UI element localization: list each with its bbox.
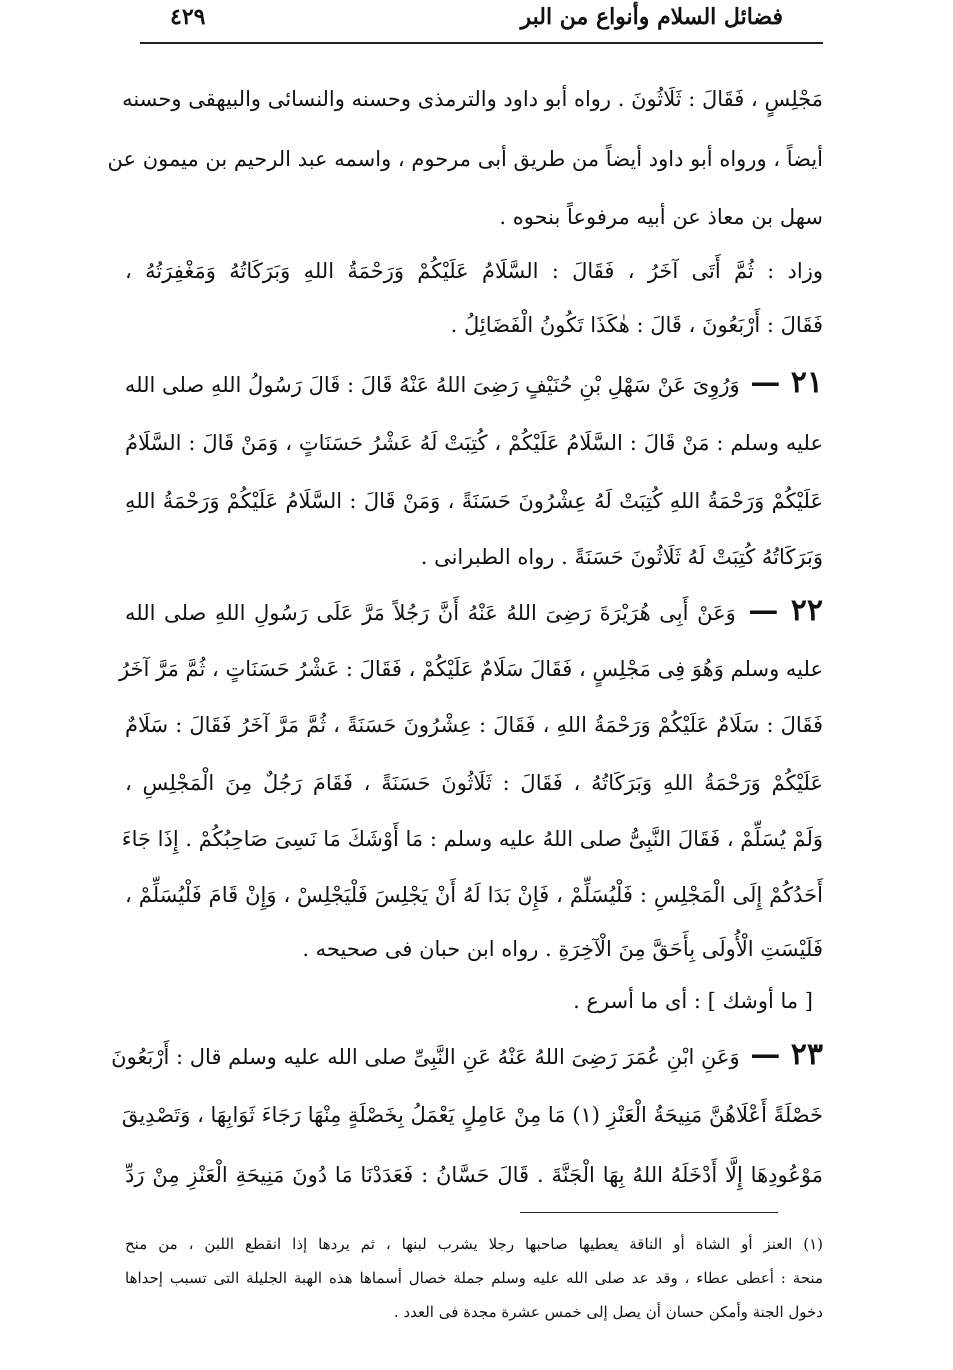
text-line: عليه وسلم : مَنْ قَالَ : السَّلَامُ عَلَيْكُمْ ، كُتِبَتْ لَهُ عَشْرُ حَسَنَاتٍ ، وَمَنْ قَالَ : السَّلَامُ: [125, 431, 823, 455]
hadith-number-21: ٢١ —: [750, 365, 823, 400]
text-line: سهل بن معاذ عن أبيه مرفوعاً بنحوه .: [499, 205, 823, 229]
footnote-line: (١) العنز أو الشاة أو الناقة يعطيها صاحبها رجلا يشرب لبنها ، ثم يردها إذا انقطع اللبن ، من منح: [125, 1235, 823, 1253]
header-rule: [140, 42, 823, 44]
text-line: عليه وسلم وَهُوَ فِى مَجْلِسٍ ، فَقَالَ سَلَامٌ عَلَيْكُمْ ، فَقَالَ : عَشْرُ حَسَنَاتٍ ، ثُمَّ مَرَّ آخَرُ: [118, 657, 823, 681]
text-span: وَرُوِىَ عَنْ سَهْلِ بْنِ حُنَيْفٍ رَضِىَ اللهُ عَنْهُ قَالَ : قَالَ رَسُولُ اللهِ صلى الله: [124, 373, 740, 397]
hadith-number-22: ٢٢ —: [748, 593, 823, 628]
text-line: فَقَالَ : سَلَامٌ عَلَيْكُمْ وَرَحْمَةُ اللهِ ، فَقَالَ : عِشْرُونَ حَسَنَةً ، ثُمَّ مَرَّ آخَرُ فَقَالَ : سَلَامٌ: [125, 713, 823, 737]
text-line: أيضاً ، ورواه أبو داود أيضاً من طريق أبى مرحوم ، واسمه عبد الرحيم بن ميمون عن: [107, 147, 823, 171]
running-title: فضائل السلام وأنواع من البر: [520, 4, 783, 30]
text-line: خَصْلَةً أَعْلَاهُنَّ مَنِيحَةُ الْعَنْزِ (١) مَا مِنْ عَامِلٍ يَعْمَلُ بِخَصْلَةٍ مِنْهَا رَجَاءَ ثَوَابِهَا ، وَتَصْدِيقَ: [121, 1103, 823, 1127]
footnote-line: دخول الجنة وأمكن حسان أن يصل إلى خمس عشرة مجدة فى العدد .: [393, 1303, 823, 1321]
page-number: ٤٢٩: [170, 4, 206, 30]
hadith-23-line: [111, 1030, 823, 1080]
text-line: وزاد : ثُمَّ أَتَى آخَرُ ، فَقَالَ : السَّلَامُ عَلَيْكُمْ وَرَحْمَةُ اللهِ وَبَرَكَاتُهُ وَمَغْفِرَتُهُ ،: [125, 259, 823, 283]
text-line: فَقَالَ : أَرْبَعُونَ ، قَالَ : هٰكَذَا تَكُونُ الْفَضَائِلُ .: [450, 313, 823, 337]
text-span: وَعَنْ أَبِى هُرَيْرَةَ رَضِىَ اللهُ عَنْهُ أَنَّ رَجُلاً مَرَّ عَلَى رَسُولِ اللهِ صلى الله: [125, 601, 736, 625]
hadith-21-line: [125, 358, 823, 408]
text-line: مَوْعُودِهَا إِلَّا أَدْخَلَهُ اللهُ بِهَا الْجَنَّةَ . قَالَ حَسَّانُ : فَعَدَدْنَا مَا دُونَ مَنِيحَةِ الْعَنْزِ مِنْ رَدِّ: [125, 1163, 823, 1187]
gloss-line: [ ما أوشك ] : أى ما أسرع .: [573, 989, 813, 1013]
text-line: أَحَدُكُمْ إِلَى الْمَجْلِسِ : فَلْيُسَلِّمْ ، فَإِنْ بَدَا لَهُ أَنْ يَجْلِسَ فَلْيَجْلِسْ ، وَإِنْ قَامَ فَلْيُسَلِّمْ ،: [125, 883, 823, 907]
footnote-rule: [520, 1212, 778, 1213]
text-line: وَلَمْ يُسَلِّمْ ، فَقَالَ النَّبِىُّ صلى اللهُ عليه وسلم : مَا أَوْشَكَ مَا نَسِىَ صَاحِبُكُمْ . إِذَا جَاءَ: [121, 827, 823, 851]
text-line: عَلَيْكُمْ وَرَحْمَةُ اللهِ كُتِبَتْ لَهُ عِشْرُونَ حَسَنَةً ، وَمَنْ قَالَ : السَّلَامُ عَلَيْكُمْ وَرَحْمَةُ اللهِ: [125, 489, 823, 513]
text-span: وَعَنِ ابْنِ عُمَرَ رَضِىَ اللهُ عَنْهُ عَنِ النَّبِىِّ صلى الله عليه وسلم قال : أَرْبَعُونَ: [111, 1045, 740, 1069]
text-line: عَلَيْكُمْ وَرَحْمَةُ اللهِ وَبَرَكَاتُهُ ، فَقَالَ : ثَلَاثُونَ حَسَنَةً ، فَقَامَ رَجُلٌ مِنَ الْمَجْلِسِ ،: [125, 771, 823, 795]
text-line: وَبَرَكَاتُهُ كُتِبَتْ لَهُ ثَلَاثُونَ حَسَنَةً . رواه الطبرانى .: [420, 545, 823, 569]
page-header: [140, 4, 823, 40]
text-line: مَجْلِسٍ ، فَقَالَ : ثَلَاثُونَ . رواه أبو داود والترمذى وحسنه والنسائى والبيهقى وحسنه: [122, 87, 823, 111]
hadith-number-23: ٢٣ —: [750, 1037, 823, 1072]
hadith-22-line: [125, 586, 823, 636]
text-line: فَلَيْسَتِ الْأُولَى بِأَحَقَّ مِنَ الْآخِرَةِ . رواه ابن حبان فى صحيحه .: [302, 937, 823, 961]
footnote-line: منحة : أعطى عطاء ، وقد عد صلى الله عليه وسلم جملة خصال أسماها هذه الهبة الجليلة التى تسبب إحداها: [125, 1269, 823, 1287]
